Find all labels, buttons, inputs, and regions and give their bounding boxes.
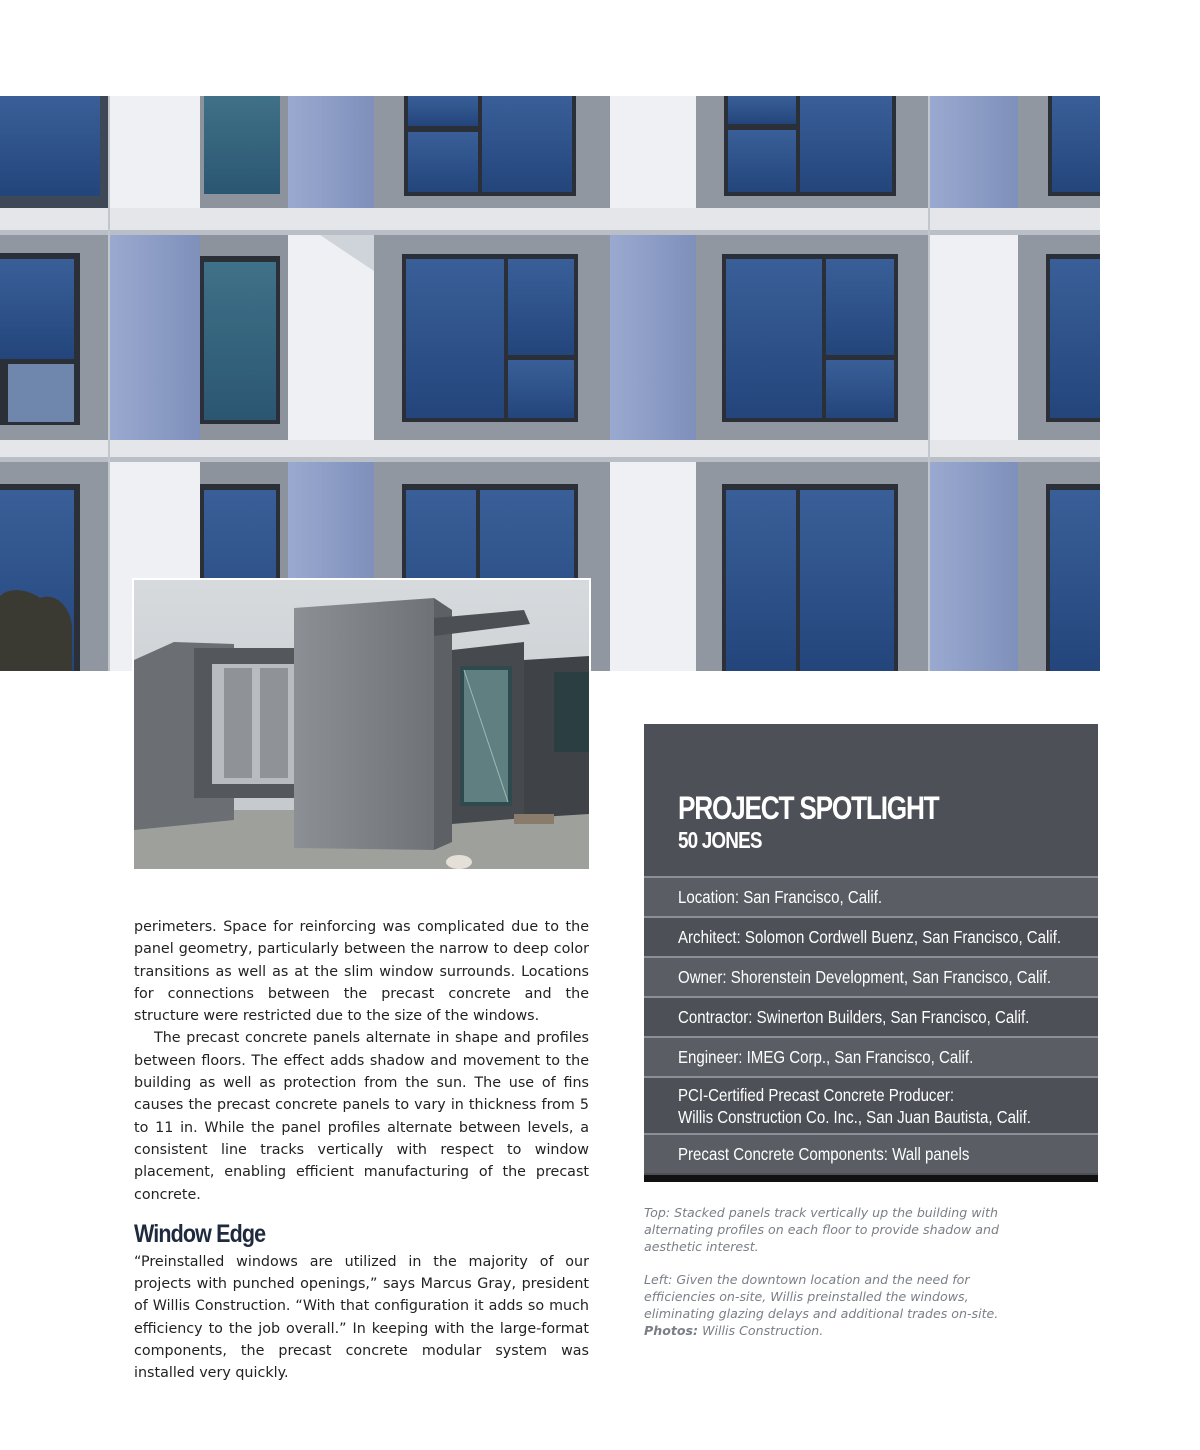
section-heading: Window Edge [134,1219,266,1248]
spotlight-row-components: Precast Concrete Components: Wall panels [644,1133,1098,1173]
caption-top: Top: Stacked panels track vertically up the building with alternating profiles on each floor to provide shadow and aesthetic interest. [644,1205,999,1254]
facade-row-2 [0,235,1100,440]
photo-captions [644,1204,1024,1355]
photos-label: Photos: [644,1323,699,1338]
spotlight-row-engineer: Engineer: IMEG Corp., San Francisco, Calif. [644,1036,1098,1076]
article-body [134,916,589,1385]
facade-row-1 [0,96,1100,208]
spotlight-subtitle: 50 JONES [678,827,762,853]
spotlight-row-owner: Owner: Shorenstein Development, San Francisco, Calif. [644,956,1098,996]
spotlight-row-producer: PCI-Certified Precast Concrete Producer: Willis Construction Co. Inc., San Juan Bautista, Calif. [644,1076,1098,1133]
spotlight-title: PROJECT SPOTLIGHT [678,790,939,826]
spotlight-row-location: Location: San Francisco, Calif. [644,876,1098,916]
spotlight-header [678,790,996,854]
body-paragraph-2: The precast concrete panels alternate in shape and profiles between floors. The effect adds shadow and movement to the building as well as protection from the sun. The use of fins causes the precast concrete panels to vary in thickness from 5 to 11 in. While the panel profiles alternate between levels, a consistent line tracks vertically with respect to window placement, enabling efficient manufacturing of the precast concrete. [134,1030,589,1203]
caption-left [644,1271,1024,1339]
project-spotlight-box [644,724,1098,1182]
caption-left-text: Left: Given the downtown location and the need for efficiencies on-site, Willis preinstalled the windows, eliminating glazing delays and additional trades on-site. [644,1272,999,1321]
spotlight-row-contractor: Contractor: Swinerton Builders, San Francisco, Calif. [644,996,1098,1036]
inset-panel-photo [134,580,589,869]
panel-illustration [134,580,589,869]
body-paragraph-3: “Preinstalled windows are utilized in the majority of our projects with punched openings,” says Marcus Gray, president of Willis Construction. “With that configuration it adds so much efficiency to the job overall.” In keeping with the large-format components, the precast concrete modular system was installed very quickly. [134,1253,589,1382]
photos-credit: Willis Construction. [702,1323,824,1338]
spotlight-details [644,876,1098,1173]
spotlight-row-architect: Architect: Solomon Cordwell Buenz, San Francisco, Calif. [644,916,1098,956]
body-paragraph-1: perimeters. Space for reinforcing was complicated due to the panel geometry, particularly between the narrow to deep color transitions as well as at the slim window surrounds. Locations for connections between the precast concrete and the structure were restricted due to the size of the windows. [134,919,589,1025]
